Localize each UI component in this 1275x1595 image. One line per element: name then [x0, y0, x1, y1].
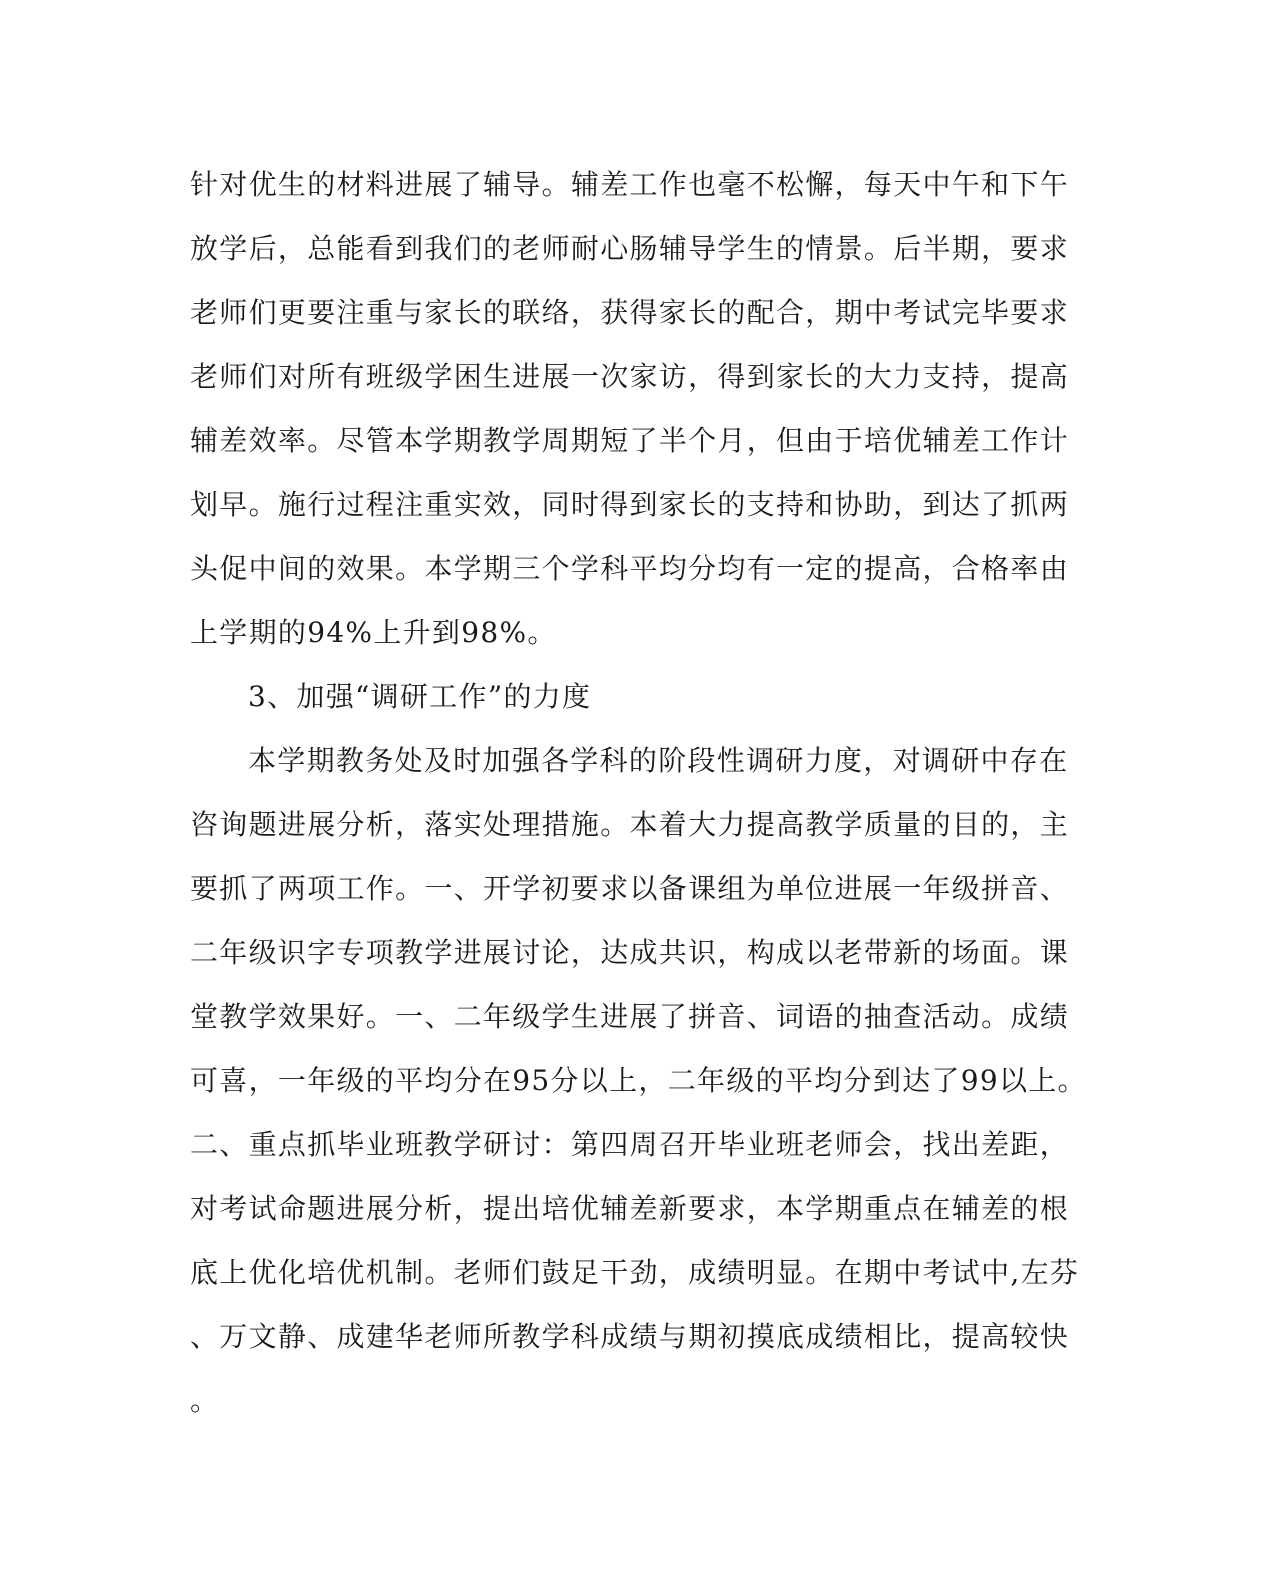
text-line: 要抓了两项工作。一、开学初要求以备课组为单位进展一年级拼音、 — [190, 872, 1070, 905]
text-line: 堂教学效果好。一、二年级学生进展了拼音、词语的抽查活动。成绩 — [190, 1000, 1070, 1033]
text-line: 老师们更要注重与家长的联络，获得家长的配合，期中考试完毕要求 — [190, 296, 1070, 329]
text-line: 上学期的94%上升到98%。 — [190, 616, 557, 649]
text-line: 二、重点抓毕业班教学研讨：第四周召开毕业班老师会，找出差距， — [190, 1128, 1070, 1161]
paragraph-first-line: 本学期教务处及时加强各学科的阶段性调研力度，对调研中存在 — [248, 744, 1069, 777]
text-line: 底上优化培优机制。老师们鼓足干劲，成绩明显。在期中考试中,左芬 — [190, 1256, 1080, 1289]
section-heading: 3、加强“调研工作”的力度 — [248, 680, 592, 713]
text-line: 二年级识字专项教学进展讨论，达成共识，构成以老带新的场面。课 — [190, 936, 1070, 969]
text-line: 放学后，总能看到我们的老师耐心肠辅导学生的情景。后半期，要求 — [190, 232, 1070, 265]
text-line: 头促中间的效果。本学期三个学科平均分均有一定的提高，合格率由 — [190, 552, 1070, 585]
text-line: 针对优生的材料进展了辅导。辅差工作也毫不松懈，每天中午和下午 — [190, 168, 1070, 201]
text-line: 咨询题进展分析，落实处理措施。本着大力提高教学质量的目的，主 — [190, 808, 1070, 841]
text-line: 对考试命题进展分析，提出培优辅差新要求，本学期重点在辅差的根 — [190, 1192, 1070, 1225]
text-line: 辅差效率。尽管本学期教学周期短了半个月，但由于培优辅差工作计 — [190, 424, 1070, 457]
text-line: 。 — [190, 1384, 220, 1417]
text-line: 、万文静、成建华老师所教学科成绩与期初摸底成绩相比，提高较快 — [190, 1320, 1070, 1353]
text-line: 可喜，一年级的平均分在95分以上，二年级的平均分到达了99以上。 — [190, 1064, 1087, 1097]
text-line: 划早。施行过程注重实效，同时得到家长的支持和协助，到达了抓两 — [190, 488, 1070, 521]
text-line: 老师们对所有班级学困生进展一次家访，得到家长的大力支持，提高 — [190, 360, 1070, 393]
